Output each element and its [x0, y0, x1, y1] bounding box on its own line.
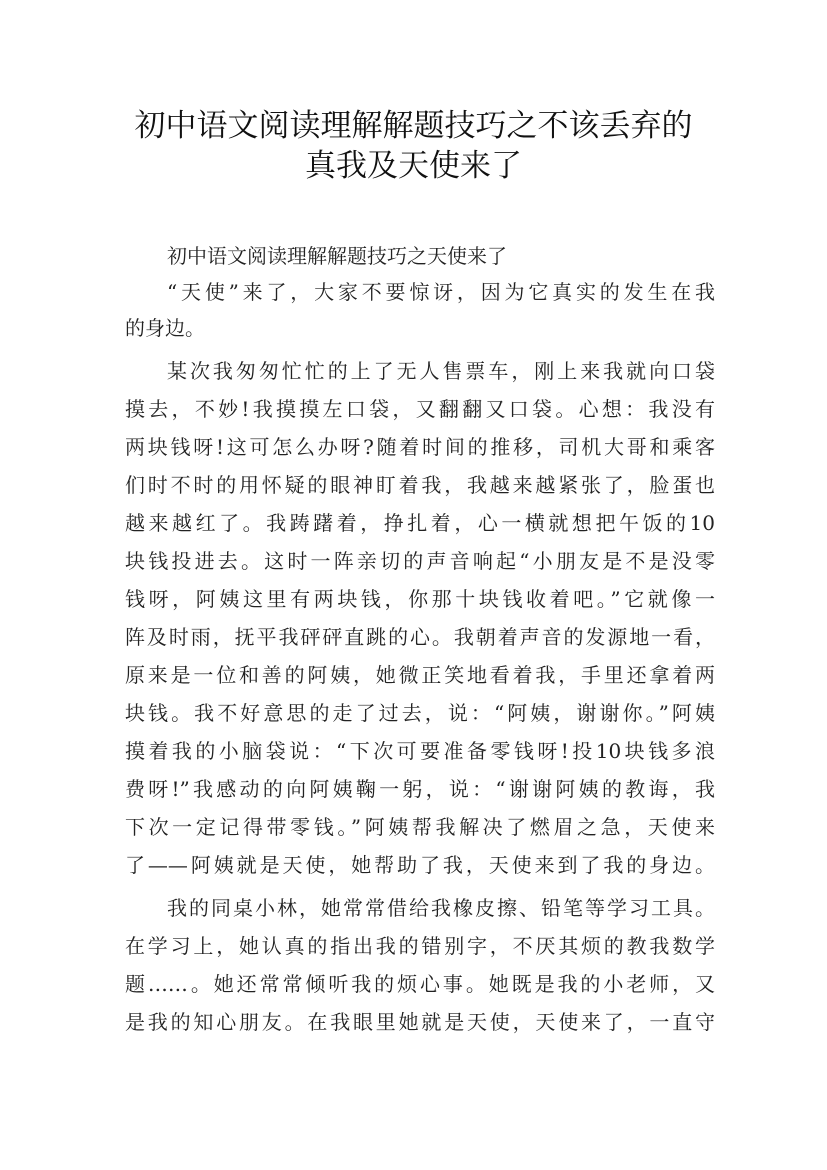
body-line: 初中语文阅读理解解题技巧之天使来了 — [167, 244, 507, 268]
body-line: 我的同桌小林，她常常借给我橡皮擦、铅笔等学习工具。 — [167, 896, 715, 920]
body-line: 摸去，不妙!我摸摸左口袋，又翻翻又口袋。心想：我没有 — [125, 397, 715, 421]
body-line: 块钱投进去。这时一阵亲切的声音响起“小朋友是不是没零 — [125, 549, 715, 573]
body-line: 是我的知心朋友。在我眼里她就是天使，天使来了，一直守 — [125, 1010, 715, 1034]
body-line: 两块钱呀!这可怎么办呀?随着时间的推移，司机大哥和乘客 — [125, 435, 715, 459]
body-line: 某次我匆匆忙忙的上了无人售票车，刚上来我就向口袋 — [167, 359, 715, 383]
body-line: 在学习上，她认真的指出我的错别字，不厌其烦的教我数学 — [125, 934, 715, 958]
body-line: 摸着我的小脑袋说：“下次可要准备零钱呀!投10块钱多浪 — [125, 739, 715, 763]
body-line: 阵及时雨，抚平我砰砰直跳的心。我朝着声音的发源地一看， — [125, 625, 715, 649]
document-title-line-1: 初中语文阅读理解解题技巧之不该丢弃的 — [134, 108, 693, 144]
body-line: 们时不时的用怀疑的眼神盯着我，我越来越紧张了，脸蛋也 — [125, 473, 715, 497]
body-line: 块钱。我不好意思的走了过去，说：“阿姨，谢谢你。”阿姨 — [125, 701, 715, 725]
body-line: 题……。她还常常倾听我的烦心事。她既是我的小老师，又 — [125, 972, 715, 996]
body-line: 下次一定记得带零钱。”阿姨帮我解决了燃眉之急，天使来 — [125, 815, 715, 839]
body-line: 钱呀，阿姨这里有两块钱，你那十块钱收着吧。”它就像一 — [125, 587, 715, 611]
body-line: 了——阿姨就是天使，她帮助了我，天使来到了我的身边。 — [125, 853, 715, 877]
body-line: 原来是一位和善的阿姨，她微正笑地看着我，手里还拿着两 — [125, 663, 715, 687]
body-line: “天使”来了，大家不要惊讶，因为它真实的发生在我 — [167, 280, 715, 304]
body-line: 的身边。 — [125, 316, 205, 340]
body-line: 越来越红了。我踌躇着，挣扎着，心一横就想把午饭的10 — [125, 511, 715, 535]
document-title-line-2: 真我及天使来了 — [305, 148, 522, 184]
body-line: 费呀!”我感动的向阿姨鞠一躬，说：“谢谢阿姨的教诲，我 — [125, 777, 715, 801]
